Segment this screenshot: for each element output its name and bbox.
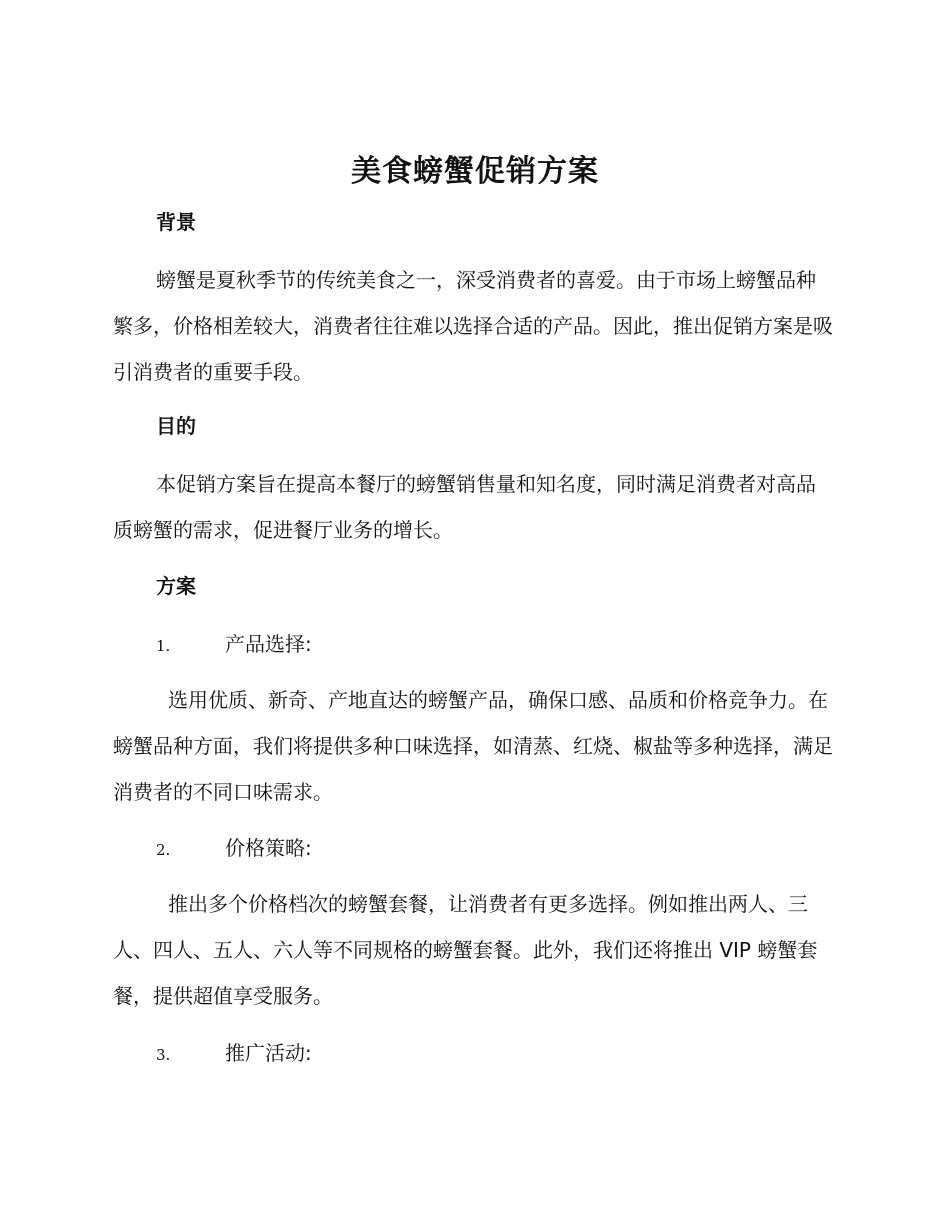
list-item-label: 产品选择: <box>225 632 312 656</box>
plan-item-2 <box>156 834 312 864</box>
list-number: 3. <box>156 1046 171 1064</box>
list-number: 1. <box>156 637 171 655</box>
plan-item-1 <box>156 630 312 660</box>
list-item-label: 价格策略: <box>225 836 312 860</box>
section-heading-plan: 方案 <box>156 574 196 598</box>
section-heading-background: 背景 <box>156 210 196 234</box>
background-paragraph: 螃蟹是夏秋季节的传统美食之一，深受消费者的喜爱。由于市场上螃蟹品种繁多，价格相差较大，消费者往往难以选择合适的产品。因此，推出促销方案是吸引消费者的重要手段。 <box>113 268 833 384</box>
plan-item-3 <box>156 1039 312 1069</box>
plan-item-1-paragraph: 选用优质、新奇、产地直达的螃蟹产品，确保口感、品质和价格竞争力。在螃蟹品种方面，我们将提供多种口味选择，如清蒸、红烧、椒盐等多种选择，满足消费者的不同口味需求。 <box>113 688 833 804</box>
purpose-paragraph: 本促销方案旨在提高本餐厅的螃蟹销售量和知名度，同时满足消费者对高品质螃蟹的需求，促进餐厅业务的增长。 <box>113 472 816 542</box>
section-heading-purpose: 目的 <box>156 414 196 438</box>
list-item-label: 推广活动: <box>225 1041 312 1065</box>
plan-item-2-paragraph: 推出多个价格档次的螃蟹套餐，让消费者有更多选择。例如推出两人、三人、四人、五人、六人等不同规格的螃蟹套餐。此外，我们还将推出 VIP 螃蟹套餐，提供超值享受服务。 <box>113 892 818 1008</box>
document-title: 美食螃蟹促销方案 <box>351 154 599 189</box>
list-number: 2. <box>156 841 171 859</box>
